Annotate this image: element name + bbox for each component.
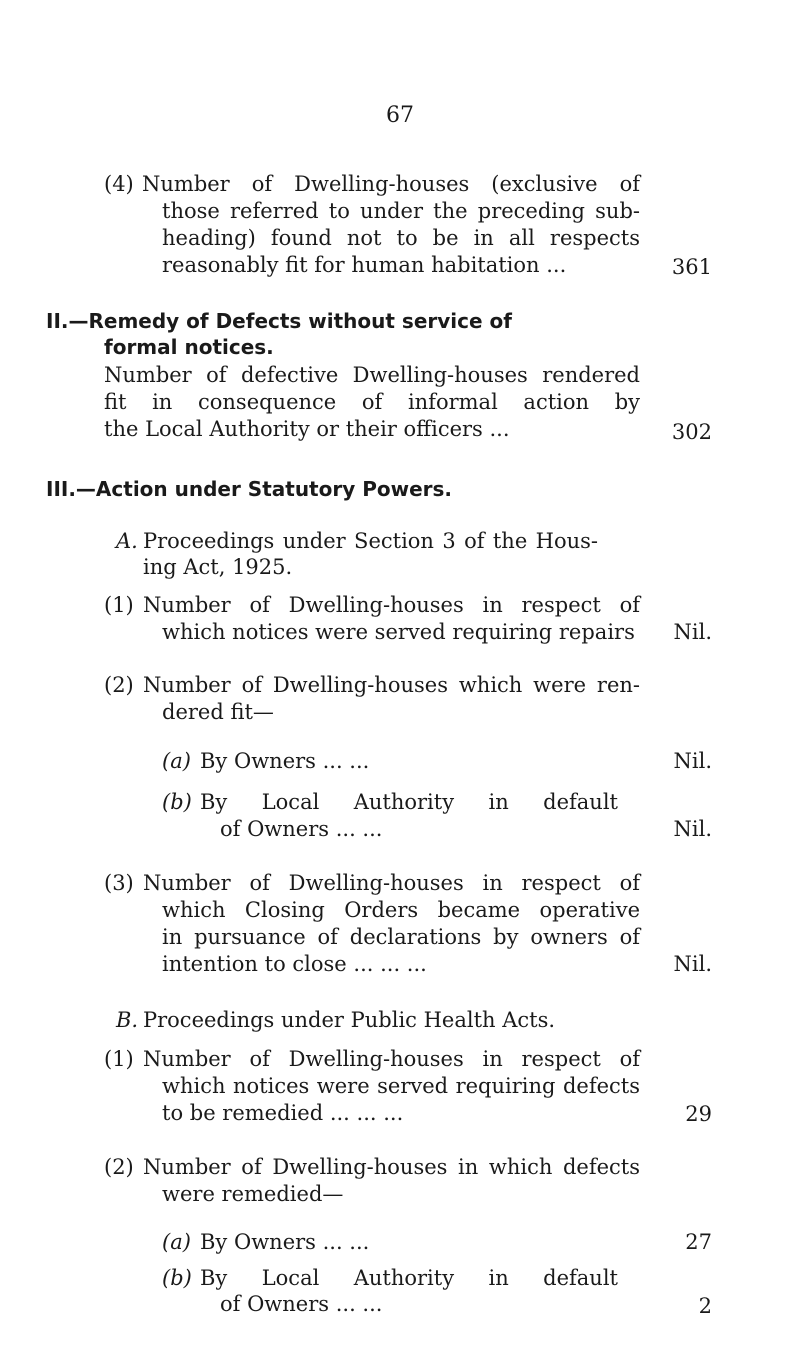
part-a-item-3-value: Nil. xyxy=(673,952,712,976)
part-a-sub-b-line-1: By Local Authority in default xyxy=(200,790,618,814)
item-4-number: (4) xyxy=(104,172,134,196)
section-2-heading-line-1: II.—Remedy of Defects without service of xyxy=(46,309,512,333)
part-a-item-3-line-4: intention to close ... ... ... xyxy=(162,952,427,976)
part-b-item-1-number: (1) xyxy=(104,1047,134,1071)
part-a-sub-a-text: By Owners ... ... xyxy=(200,749,370,773)
part-b-item-1-line-3: to be remedied ... ... ... xyxy=(162,1101,404,1125)
part-b-item-1-value: 29 xyxy=(685,1102,712,1126)
section-2-line-2: fit in consequence of informal action by xyxy=(104,390,640,414)
part-b-sub-b-value: 2 xyxy=(698,1294,712,1318)
part-b-sub-b-line-2: of Owners ... ... xyxy=(220,1292,383,1316)
section-2-value: 302 xyxy=(671,420,712,444)
part-b-item-2-line-2: were remedied— xyxy=(162,1182,344,1206)
part-b-sub-a-text: By Owners ... ... xyxy=(200,1230,370,1254)
part-b-letter: B. xyxy=(116,1008,139,1032)
section-3-heading: III.—Action under Statutory Powers. xyxy=(46,477,453,501)
part-a-item-2-number: (2) xyxy=(104,673,134,697)
part-a-item-3-number: (3) xyxy=(104,871,134,895)
item-4-line-1: Number of Dwelling-houses (exclusive of xyxy=(142,172,640,196)
part-a-item-1-line-1: Number of Dwelling-houses in respect of xyxy=(143,593,640,617)
part-a-item-3-line-2: which Closing Orders became operative xyxy=(162,898,640,922)
part-b-sub-b-line-1: By Local Authority in default xyxy=(200,1266,618,1290)
part-b-item-2-number: (2) xyxy=(104,1155,134,1179)
part-b-line-1: Proceedings under Public Health Acts. xyxy=(143,1008,556,1032)
section-2-heading-line-2: formal notices. xyxy=(104,335,274,359)
item-4-line-2: those referred to under the preceding sub- xyxy=(162,199,640,223)
part-a-sub-b-line-2: of Owners ... ... xyxy=(220,817,383,841)
part-a-item-1-line-2: which notices were served requiring repairs xyxy=(162,620,635,644)
part-a-item-1-number: (1) xyxy=(104,593,134,617)
part-a-item-1-value: Nil. xyxy=(673,620,712,644)
section-2-line-1: Number of defective Dwelling-houses rendered xyxy=(104,363,640,387)
item-4-line-3: heading) found not to be in all respects xyxy=(162,226,640,250)
part-a-item-2-line-2: dered fit— xyxy=(162,700,274,724)
part-a-item-2-line-1: Number of Dwelling-houses which were ren- xyxy=(143,673,640,697)
part-b-sub-a-value: 27 xyxy=(685,1230,712,1254)
part-b-item-1-line-1: Number of Dwelling-houses in respect of xyxy=(143,1047,640,1071)
part-a-sub-b-letter: (b) xyxy=(162,790,192,814)
part-a-line-2: ing Act, 1925. xyxy=(143,555,293,579)
item-4-line-4: reasonably fit for human habitation ... xyxy=(162,253,567,277)
part-a-sub-a-letter: (a) xyxy=(162,749,191,773)
section-2-line-3: the Local Authority or their officers ... xyxy=(104,417,510,441)
part-b-sub-a-letter: (a) xyxy=(162,1230,191,1254)
page-number: 67 xyxy=(386,103,414,128)
part-a-sub-b-value: Nil. xyxy=(673,817,712,841)
part-a-line-1: Proceedings under Section 3 of the Hous- xyxy=(143,529,598,553)
part-a-item-3-line-1: Number of Dwelling-houses in respect of xyxy=(143,871,640,895)
part-b-item-1-line-2: which notices were served requiring defects xyxy=(162,1074,640,1098)
part-b-sub-b-letter: (b) xyxy=(162,1266,192,1290)
part-a-item-3-line-3: in pursuance of declarations by owners of xyxy=(162,925,640,949)
part-a-letter: A. xyxy=(116,529,138,553)
part-a-sub-a-value: Nil. xyxy=(673,749,712,773)
item-4-value: 361 xyxy=(671,255,712,279)
part-b-item-2-line-1: Number of Dwelling-houses in which defects xyxy=(143,1155,640,1179)
